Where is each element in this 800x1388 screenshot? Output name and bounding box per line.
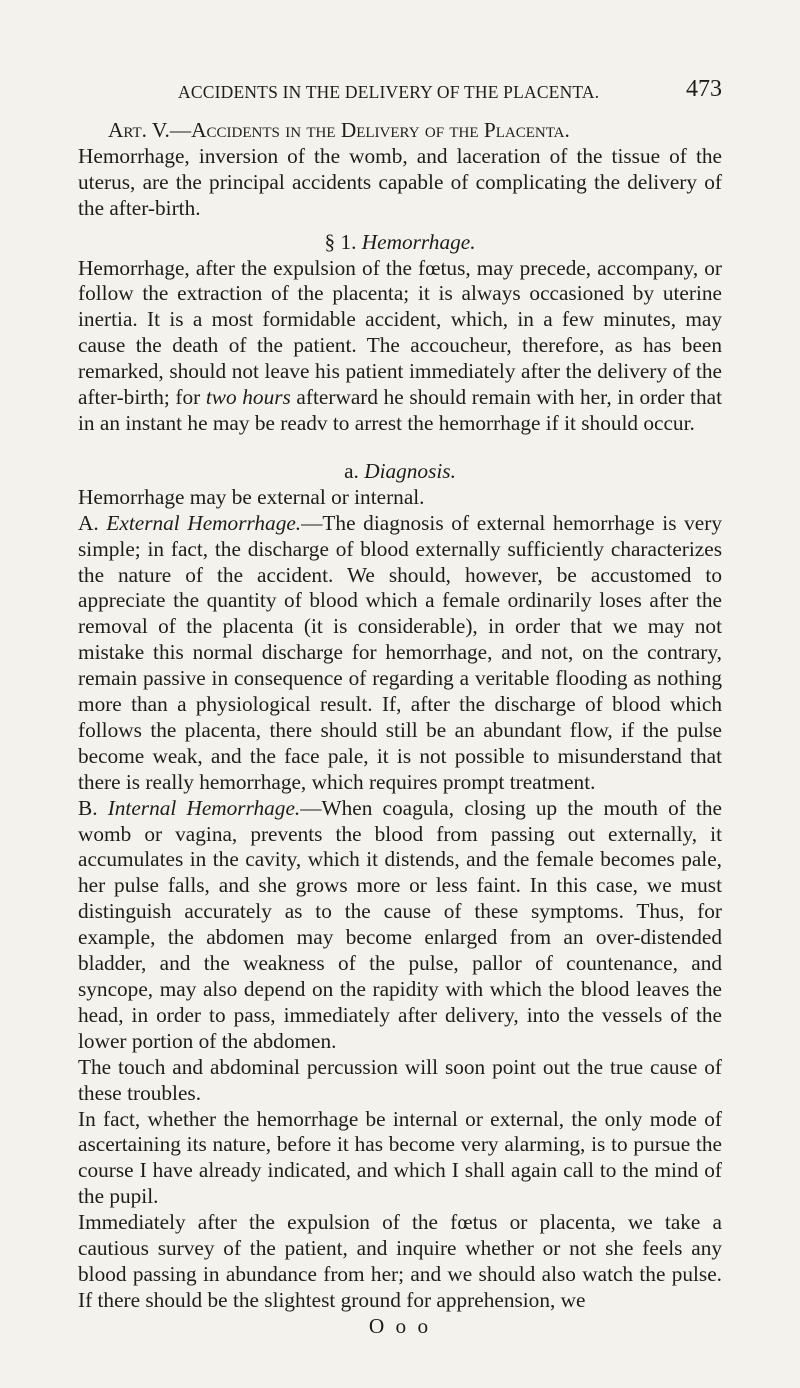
diagnosis-intro-paragraph: Hemorrhage may be external or internal. (78, 484, 425, 509)
in-fact-paragraph: In fact, whether the hemorrhage be internal or external, the only mode of ascertaining its nature, before it has become very alarming, is to pursue the course I have already indicated, and which I shall again call to the mind of the pupil. (78, 1106, 722, 1209)
running-header (178, 76, 722, 104)
signature-mark: O o o (368, 1313, 432, 1338)
body-text (78, 118, 722, 1340)
article-intro-paragraph: Hemorrhage, inversion of the womb, and laceration of the tissue of the uterus, are the principal accidents capable of complicating the delivery of the after-birth. (78, 143, 722, 220)
external-hemorrhage-paragraph: A. External Hemorrhage.—The diagnosis of external hemorrhage is very simple; in fact, the discharge of blood externally sufficiently characterizes the nature of the accident. We should, however, be accustomed to appreciate the quantity of blood which a female ordinarily loses after the removal of the placenta (it is considerable), in order that we may not mistake this normal discharge for hemorrhage, and not, on the contrary, remain passive in consequence of regarding a veritable flooding as nothing more than a physiological result. If, after the discharge of blood which follows the placenta, there should still be an abundant flow, if the pulse become weak, and the face pale, it is not possible to misunderstand that there is really hemorrhage, which requires prompt treatment. (78, 510, 722, 794)
section-heading-hemorrhage: § 1. Hemorrhage. (324, 229, 476, 254)
article-heading: Art. V.—Accidents in the Delivery of the Placenta. (108, 118, 570, 142)
internal-hemorrhage-paragraph: B. Internal Hemorrhage.—When coagula, closing up the mouth of the womb or vagina, prevents the blood from passing out externally, it accumulates in the cavity, which it distends, and the female becomes pale, her pulse falls, and she grows more or less faint. In this case, we must distinguish accurately as to the cause of these symptoms. Thus, for example, the abdomen may become enlarged from an over-distended bladder, and the weakness of the pulse, pallor of countenance, and syncope, may also depend on the rapidity with which the blood leaves the head, in order to pass, immediately after delivery, into the vessels of the lower portion of the abdomen. (78, 795, 723, 1053)
immediately-paragraph: Immediately after the expulsion of the fœtus or placenta, we take a cautious survey of the patient, and inquire whether or not she feels any blood passing in abundance from her; and we should also watch the pulse. If there should be the slightest ground for apprehension, we (78, 1210, 722, 1312)
subsection-heading-diagnosis: a. Diagnosis. (344, 458, 456, 483)
running-title: ACCIDENTS IN THE DELIVERY OF THE PLACENTA. (178, 82, 600, 102)
hemorrhage-paragraph: Hemorrhage, after the expulsion of the fœtus, may precede, accompany, or follow the extraction of the placenta; it is always occasioned by uterine inertia. It is a most formidable accident, which, in a few minutes, may cause the death of the patient. The accoucheur, therefore, as has been remarked, should not leave his patient immediately after the delivery of the after-birth; for two hours afterward he should remain with her, in order that in an instant he may be readv to arrest the hemorrhage if it should occur. (78, 255, 722, 435)
touch-percussion-paragraph: The touch and abdominal percussion will soon point out the true cause of these troubles. (78, 1054, 722, 1105)
page-number: 473 (686, 76, 722, 102)
